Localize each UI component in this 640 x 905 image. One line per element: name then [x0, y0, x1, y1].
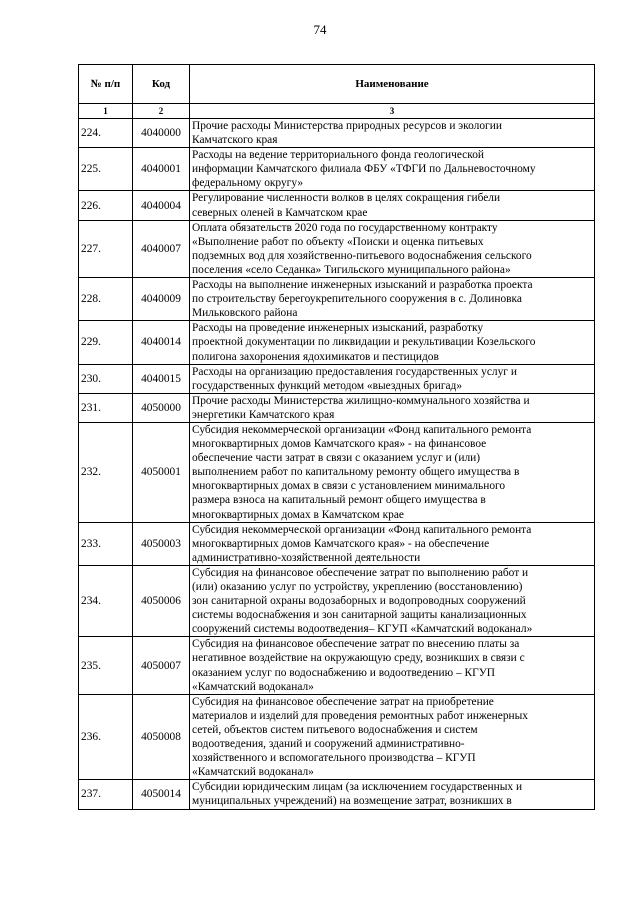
row-name: [190, 565, 595, 636]
row-name-line: государственных функций методом «выездных бригад»: [192, 379, 463, 392]
row-number: 228.: [79, 278, 133, 321]
header-number: № п/п: [79, 65, 133, 104]
row-name-line: многоквартирных домах в Камчатском крае: [192, 508, 404, 521]
row-name-line: муниципальных учреждений) на возмещение затрат, возникших в: [192, 795, 512, 808]
row-name-line: поселения «село Седанка» Тигильского муниципального района»: [192, 263, 511, 276]
row-number: 230.: [79, 364, 133, 393]
row-name: [190, 522, 595, 565]
row-number: 229.: [79, 321, 133, 364]
row-name-line: зон санитарной охраны водозаборных и водопроводных сооружений: [192, 595, 526, 608]
row-name-line: материалов и изделий для проведения ремонтных работ инженерных: [192, 709, 528, 722]
row-name: [190, 191, 595, 220]
column-index: 3: [190, 104, 595, 119]
row-name-line: Мильковского района: [192, 307, 298, 320]
row-code: 4040015: [133, 364, 190, 393]
table-row: [79, 694, 595, 780]
row-code: 4050006: [133, 565, 190, 636]
row-name-line: Прочие расходы Министерства природных ресурсов и экологии: [192, 120, 502, 132]
row-code: 4050001: [133, 422, 190, 522]
row-code: 4040007: [133, 220, 190, 277]
table-row: [79, 565, 595, 636]
row-name-line: федеральному округу»: [192, 177, 304, 190]
row-code: 4050014: [133, 780, 190, 809]
row-code: 4040009: [133, 278, 190, 321]
row-number: 227.: [79, 220, 133, 277]
row-name: [190, 119, 595, 148]
column-index: 1: [79, 104, 133, 119]
row-code: 4040000: [133, 119, 190, 148]
row-name: [190, 393, 595, 422]
table-row: [79, 191, 595, 220]
row-number: 225.: [79, 148, 133, 191]
row-name-line: размера взноса на капитальный ремонт общего имущества в: [192, 494, 486, 507]
row-name-line: северных оленей в Камчатском крае: [192, 206, 368, 219]
row-code: 4040014: [133, 321, 190, 364]
row-name: [190, 278, 595, 321]
row-name: [190, 321, 595, 364]
table-row: [79, 637, 595, 694]
row-number: 235.: [79, 637, 133, 694]
row-name-line: «Камчатский водоканал»: [192, 680, 314, 693]
row-code: 4050008: [133, 694, 190, 780]
row-name: [190, 422, 595, 522]
row-number: 233.: [79, 522, 133, 565]
table-row: [79, 780, 595, 809]
row-name-line: Субсидия на финансовое обеспечение затрат по внесению платы за: [192, 638, 520, 651]
row-name-line: многоквартирных домов Камчатского края» - на обеспечение: [192, 537, 490, 550]
row-name-line: проектной документации по ликвидации и рекультивации Козельского: [192, 336, 536, 349]
row-name-line: (или) оказанию услуг по устройству, укреплению (восстановлению): [192, 581, 523, 593]
row-name-line: системы водоснабжения и зон санитарной защиты канализационных: [192, 609, 527, 622]
row-code: 4040001: [133, 148, 190, 191]
row-name: [190, 364, 595, 393]
row-number: 232.: [79, 422, 133, 522]
table-row: [79, 422, 595, 522]
table-row: [79, 364, 595, 393]
row-number: 236.: [79, 694, 133, 780]
row-name-line: Регулирование численности волков в целях сокращения гибели: [192, 192, 501, 205]
row-name-line: подземных вод для хозяйственно-питьевого водоснабжения сельского: [192, 249, 532, 262]
row-code: 4050000: [133, 393, 190, 422]
row-name: [190, 148, 595, 191]
table-row: [79, 321, 595, 364]
row-name-line: Субсидия некоммерческой организации «Фонд капитального ремонта: [192, 423, 532, 436]
row-name-line: Субсидии юридическим лицам (за исключением государственных и: [192, 781, 523, 794]
row-name-line: Расходы на ведение территориального фонда геологической: [192, 149, 484, 162]
row-name-line: многоквартирных домов Камчатского края» - на финансовое: [192, 438, 487, 451]
row-name-line: Субсидия некоммерческой организации «Фонд капитального ремонта: [192, 523, 532, 536]
row-name-line: хозяйственного и вспомогательного производства – КГУП: [192, 752, 476, 765]
row-number: 226.: [79, 191, 133, 220]
row-name-line: энергетики Камчатского края: [192, 408, 335, 421]
row-code: 4050007: [133, 637, 190, 694]
header-code: Код: [133, 65, 190, 104]
row-number: 237.: [79, 780, 133, 809]
row-name-line: Прочие расходы Министерства жилищно-коммунального хозяйства и: [192, 394, 530, 407]
row-number: 224.: [79, 119, 133, 148]
table-header-row: [79, 65, 595, 104]
row-name-line: Расходы на организацию предоставления государственных услуг и: [192, 365, 517, 378]
budget-code-table: [78, 64, 595, 810]
row-name-line: Субсидия на финансовое обеспечение затрат по выполнению работ и: [192, 566, 529, 579]
row-name-line: многоквартирных домах в связи с установлением минимального: [192, 480, 506, 493]
row-name-line: выполнением работ по капитальному ремонту общего имущества в: [192, 466, 520, 479]
table-row: [79, 522, 595, 565]
row-name-line: Расходы на проведение инженерных изысканий, разработку: [192, 322, 484, 335]
header-name: Наименование: [190, 65, 595, 104]
row-name-line: по строительству берегоукрепительного сооружения в с. Долиновка: [192, 293, 522, 306]
row-code: 4040004: [133, 191, 190, 220]
row-name-line: Камчатского края: [192, 134, 278, 147]
row-name-line: административно-хозяйственной деятельности: [192, 551, 421, 564]
row-name-line: оказанием услуг по водоснабжению и водоотведению – КГУП: [192, 666, 496, 679]
column-index-row: [79, 104, 595, 119]
row-number: 234.: [79, 565, 133, 636]
row-name-line: полигона захоронения ядохимикатов и пестицидов: [192, 350, 439, 363]
row-name: [190, 637, 595, 694]
row-name-line: Расходы на выполнение инженерных изысканий и разработка проекта: [192, 279, 533, 292]
table-row: [79, 278, 595, 321]
row-name: [190, 694, 595, 780]
row-name-line: водоотведения, зданий и сооружений административно-: [192, 738, 465, 751]
row-name-line: Субсидия на финансовое обеспечение затрат на приобретение: [192, 695, 494, 708]
row-name-line: Оплата обязательств 2020 года по государственному контракту: [192, 221, 498, 234]
row-code: 4050003: [133, 522, 190, 565]
row-name-line: негативное воздействие на окружающую среду, возникших в связи с: [192, 652, 525, 665]
row-name-line: информации Камчатского филиала ФБУ «ТФГИ по Дальневосточному: [192, 163, 536, 176]
row-number: 231.: [79, 393, 133, 422]
row-name-line: сооружений системы водоотведения– КГУП «Камчатский водоканал»: [192, 623, 533, 636]
page-number: 74: [313, 22, 327, 37]
row-name: [190, 220, 595, 277]
table-row: [79, 119, 595, 148]
row-name: [190, 780, 595, 809]
row-name-line: обеспечение части затрат в связи с оказанием услуг и (или): [192, 452, 481, 465]
table-row: [79, 393, 595, 422]
row-name-line: «Камчатский водоканал»: [192, 766, 314, 779]
table-row: [79, 148, 595, 191]
table-row: [79, 220, 595, 277]
row-name-line: сетей, объектов систем питьевого водоснабжения и систем: [192, 723, 478, 736]
column-index: 2: [133, 104, 190, 119]
row-name-line: «Выполнение работ по объекту «Поиски и оценка питьевых: [192, 235, 484, 248]
